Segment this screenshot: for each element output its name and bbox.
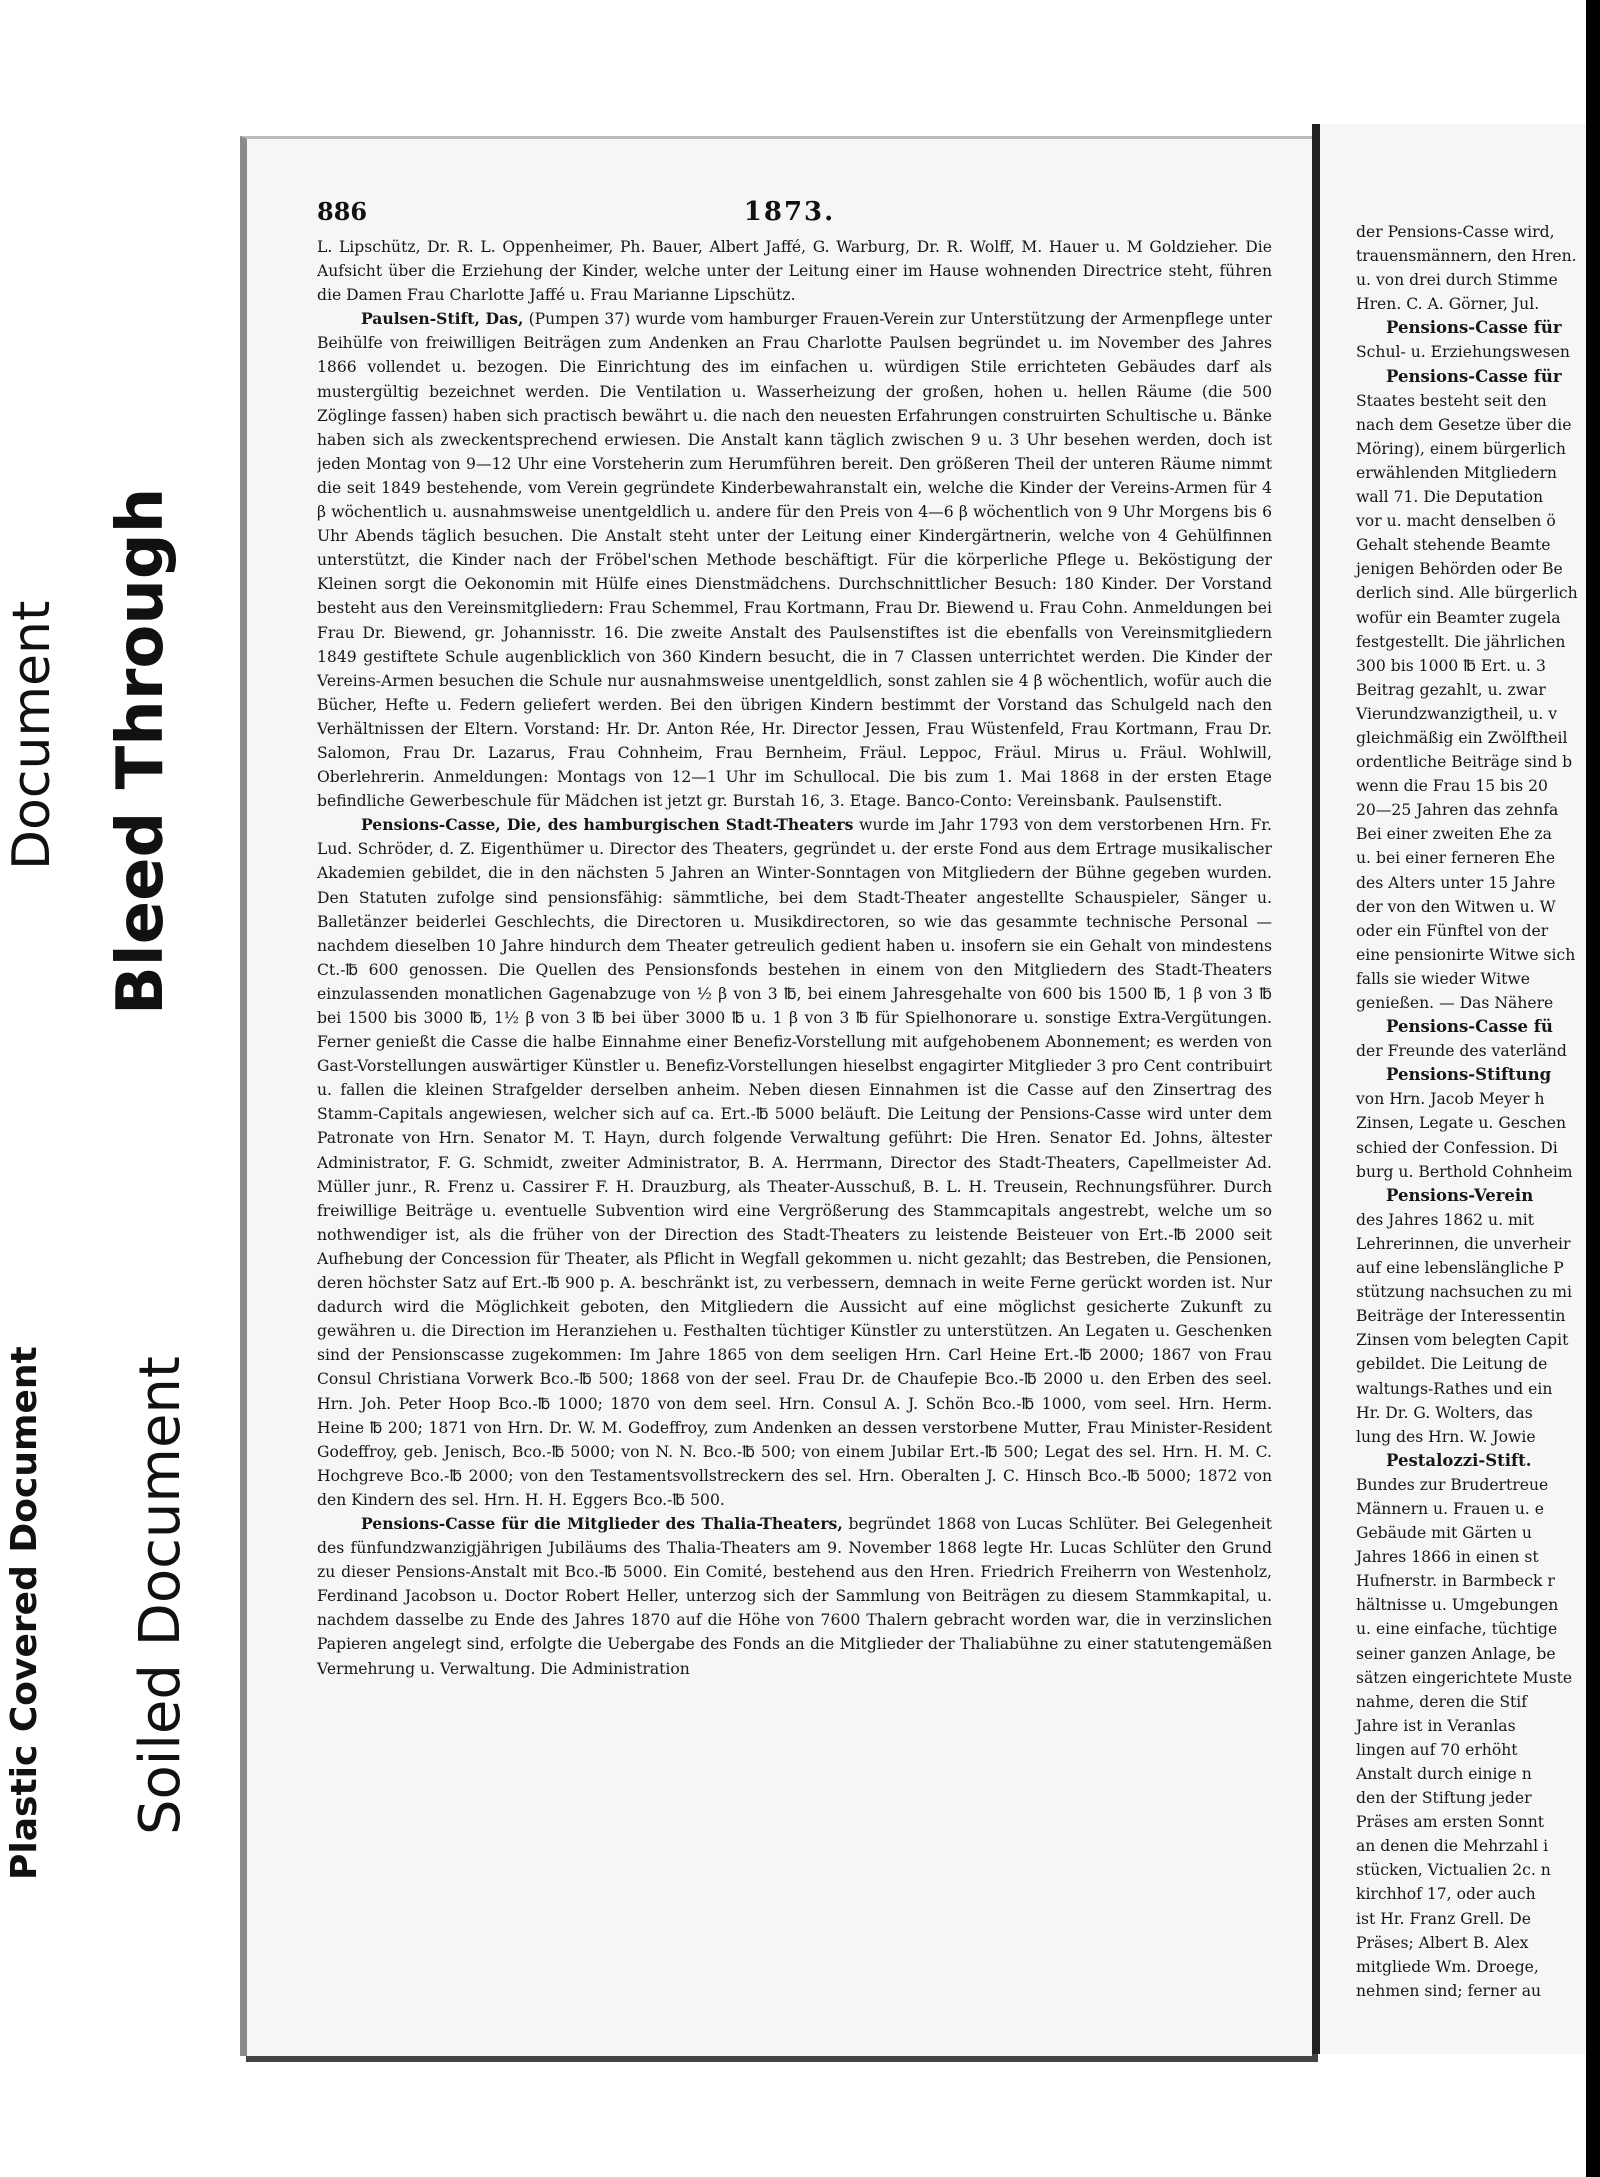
adjacent-page-line: ordentliche Beiträge sind b: [1356, 753, 1573, 772]
adjacent-page-line: wenn die Frau 15 bis 20: [1356, 777, 1548, 796]
adjacent-page-line: Schul- u. Erziehungswesen: [1356, 343, 1570, 362]
adjacent-page-line: des Jahres 1862 u. mit: [1356, 1210, 1535, 1229]
adjacent-page-line: nehmen sind; ferner au: [1356, 1981, 1542, 2000]
adjacent-page-line: den der Stiftung jeder: [1356, 1789, 1532, 1808]
adjacent-page-line: Hren. C. A. Görner, Jul.: [1356, 295, 1540, 314]
adjacent-page-line: erwählenden Mitgliedern: [1356, 463, 1557, 482]
entry-heading: Paulsen-Stift, Das,: [361, 309, 524, 329]
page-year: 1873.: [743, 197, 836, 227]
paragraph: [317, 1512, 1272, 1681]
adjacent-page-line: Zinsen, Legate u. Geschen: [1356, 1114, 1567, 1133]
adjacent-page-line: lung des Hrn. W. Jowie: [1356, 1427, 1536, 1446]
adjacent-page-line: vor u. macht denselben ö: [1356, 512, 1556, 531]
adjacent-page-line: stützung nachsuchen zu mi: [1356, 1283, 1572, 1302]
label-plastic-covered: Plastic Covered Document: [4, 1346, 45, 1880]
adjacent-page-line: falls sie wieder Witwe: [1356, 969, 1530, 988]
adjacent-page-line: hältnisse u. Umgebungen: [1356, 1596, 1559, 1615]
adjacent-page-line: Jahre ist in Veranlas: [1356, 1716, 1516, 1735]
adjacent-page-line: Vierundzwanzigtheil, u. v: [1356, 704, 1558, 723]
overlay-labels: [0, 0, 240, 2177]
adjacent-page-line: von Hrn. Jacob Meyer h: [1356, 1090, 1545, 1109]
adjacent-page-line: Anstalt durch einige n: [1356, 1765, 1532, 1783]
adjacent-page-line: Pensions-Verein: [1386, 1185, 1534, 1205]
adjacent-page-line: der Freunde des vaterländ: [1356, 1042, 1567, 1061]
adjacent-page-line: Zinsen vom belegten Capit: [1356, 1331, 1569, 1350]
adjacent-page-line: Möring), einem bürgerlich: [1356, 439, 1566, 458]
label-document: Document: [2, 600, 62, 870]
adjacent-page-line: Pensions-Casse für: [1386, 318, 1562, 338]
adjacent-page-line: jenigen Behörden oder Be: [1356, 560, 1563, 579]
adjacent-page-line: wofür ein Beamter zugela: [1356, 608, 1561, 627]
paragraph-text: L. Lipschütz, Dr. R. L. Oppenheimer, Ph. Bauer, Albert Jaffé, G. Warburg, Dr. R. Wolff, M. Hauer u. M Goldzieher. Die Aufsicht über die Erziehung der Kinder, welche unter der Leitung einer im Hause wohnenden Directrice steht, führen die Damen Frau Charlotte Jaffé u. Frau Marianne Lipschütz.: [317, 238, 1272, 305]
paragraph: [317, 235, 1272, 307]
label-soiled: Soiled Document: [128, 1356, 193, 1835]
adjacent-page-line: derlich sind. Alle bürgerlich: [1356, 584, 1578, 603]
entry-heading: Pensions-Casse, Die, des hamburgischen Stadt-Theaters: [361, 815, 854, 835]
adjacent-page-line: stücken, Victualien 2c. n: [1356, 1861, 1551, 1880]
adjacent-page-line: Staates besteht seit den: [1356, 391, 1547, 410]
adjacent-page-line: Bundes zur Brudertreue: [1356, 1475, 1549, 1494]
adjacent-page-line: schied der Confession. Di: [1356, 1138, 1558, 1157]
adjacent-page-line: oder ein Fünftel von der: [1356, 921, 1549, 940]
adjacent-page-line: Präses am ersten Sonnt: [1356, 1813, 1545, 1832]
label-bleed-through: Bleed Through: [104, 487, 178, 1015]
adjacent-page-line: gebildet. Die Leitung de: [1356, 1355, 1548, 1374]
adjacent-page-line: Präses; Albert B. Alex: [1356, 1933, 1529, 1952]
adjacent-page-line: Pensions-Casse für: [1386, 366, 1562, 386]
adjacent-page-line: gleichmäßig ein Zwölftheil: [1356, 728, 1568, 747]
adjacent-page-line: Hufnerstr. in Barmbeck r: [1356, 1572, 1555, 1591]
adjacent-page-line: Pestalozzi-Stift.: [1386, 1450, 1532, 1470]
adjacent-page-line: Bei einer zweiten Ehe za: [1356, 825, 1552, 844]
adjacent-page-line: Jahres 1866 in einen st: [1356, 1548, 1539, 1567]
paragraph-text: begründet 1868 von Lucas Schlüter. Bei Gelegenheit des fünfundzwanzigjährigen Jubiläums des Thalia-Theaters am 9. November 1868 legte Hr. Lucas Schlüter den Grund zu dieser Pensions-Anstalt mit Bco.-℔ 5000. Ein Comité, bestehend aus den Hren. Friedrich Freiherrn von Westenholz, Ferdinand Jacobson u. Doctor Robert Heller, unterzog sich der Sammlung von Beiträgen zu diesem Stammkapital, u. nachdem dasselbe zu Ende des Jahres 1870 auf die Höhe von 7600 Thalern gebracht worden war, die in verzinslichen Papieren angelegt sind, erfolgte die Uebergabe des Fonds an die Mitglieder der Thaliabühne zu einer statutengemäßen Vermehrung u. Verwaltung. Die Administration: [317, 1514, 1272, 1678]
adjacent-page-line: u. bei einer ferneren Ehe: [1356, 849, 1556, 868]
adjacent-page-line: eine pensionirte Witwe sich: [1356, 945, 1576, 964]
adjacent-page: [1312, 124, 1600, 2054]
adjacent-page-line: Gehalt stehende Beamte: [1356, 536, 1551, 555]
adjacent-page-line: 300 bis 1000 ℔ Ert. u. 3: [1356, 656, 1546, 675]
adjacent-page-line: nach dem Gesetze über die: [1356, 415, 1572, 434]
adjacent-page-line: festgestellt. Die jährlichen: [1356, 632, 1566, 651]
adjacent-page-line: u. eine einfache, tüchtige: [1356, 1620, 1558, 1639]
adjacent-page-line: burg u. Berthold Cohnheim: [1356, 1162, 1573, 1181]
scan-edge: [1586, 0, 1600, 2177]
adjacent-page-line: Beiträge der Interessentin: [1356, 1307, 1566, 1326]
adjacent-page-line: mitgliede Wm. Droege,: [1356, 1957, 1539, 1976]
adjacent-page-line: kirchhof 17, oder auch: [1356, 1885, 1536, 1904]
adjacent-page-line: des Alters unter 15 Jahre: [1356, 873, 1556, 892]
adjacent-page-line: an denen die Mehrzahl i: [1356, 1837, 1549, 1856]
adjacent-page-line: Gebäude mit Gärten u: [1356, 1524, 1532, 1543]
adjacent-page-line: Pensions-Casse fü: [1386, 1017, 1553, 1037]
adjacent-page-line: Pensions-Stiftung: [1386, 1065, 1552, 1085]
paragraph: [317, 307, 1272, 813]
adjacent-page-line: trauensmännern, den Hren.: [1356, 247, 1577, 266]
page-number: 886: [317, 197, 368, 226]
adjacent-page-line: auf eine lebenslängliche P: [1356, 1259, 1564, 1278]
page-header: [317, 197, 1262, 231]
adjacent-page-line: der Pensions-Casse wird,: [1356, 223, 1555, 241]
entry-heading: Pensions-Casse für die Mitglieder des Thalia-Theaters,: [361, 1513, 843, 1533]
adjacent-page-line: nahme, deren die Stif: [1356, 1692, 1528, 1711]
adjacent-page-line: Hr. Dr. G. Wolters, das: [1356, 1403, 1533, 1422]
adjacent-page-line: sätzen eingerichtete Muste: [1356, 1668, 1573, 1687]
adjacent-page-text: [1356, 220, 1600, 2003]
adjacent-page-line: Beitrag gezahlt, u. zwar: [1356, 680, 1546, 699]
adjacent-page-line: wall 71. Die Deputation: [1356, 488, 1544, 507]
paragraph: [317, 813, 1272, 1512]
paragraph-text: (Pumpen 37) wurde vom hamburger Frauen-Verein zur Unterstützung der Armenpflege unter Beihülfe von freiwilligen Beiträgen zum Andenken an Frau Charlotte Paulsen begründet u. im November des Jahres 1866 vollendet u. bezogen. Die Einrichtung des im einfachen u. würdigen Stile errichteten Gebäudes darf als mustergültig bezeichnet werden. Die Ventilation u. Wasserheizung der großen, hohen u. hellen Räume (die 500 Zöglinge fassen) haben sich practisch bewährt u. die nach den neuesten Erfahrungen construirten Schultische u. Bänke haben sich als zweckentsprechend erwiesen. Die Anstalt kann täglich zwischen 9 u. 3 Uhr besehen werden, doch ist jeden Montag von 9—12 Uhr eine Vorsteherin zum Herumführen bereit. Den größeren Theil der unteren Räume nimmt die seit 1849 bestehende, vom Verein gegründete Kinderbewahranstalt ein, welche die Kinder der Vereins-Armen für 4 β wöchentlich u. ausnahmsweise unentgeldlich u. andere für den Preis von 4—6 β wöchentlich von 9 Uhr Morgens bis 6 Uhr Abends täglich besuchen. Die Anstalt steht unter der Leitung einer Kindergärtnerin, welche von 4 Gehülfinnen unterstützt, die Kinder nach der Fröbel'schen Methode beschäftigt. Für die körperliche Pflege u. Beköstigung der Kleinen sorgt die Oekonomin mit Hülfe eines Dienstmädchens. Durchschnittlicher Besuch: 180 Kinder. Der Vorstand besteht aus den Vereinsmitgliedern: Frau Schemmel, Frau Kortmann, Frau Dr. Biewend u. Frau Cohn. Anmeldungen bei Frau Dr. Biewend, gr. Johannisstr. 16. Die zweite Anstalt des Paulsenstiftes ist die ebenfalls von Vereinsmitgliedern 1849 gestiftete Schule augenblicklich von 360 Kindern besucht, die in 7 Classen unterrichtet werden. Die Kinder der Vereins-Armen besuchen die Schule nur ausnahmsweise unentgeldlich, sonst zahlen sie 4 β wöchentlich, wofür auch die Bücher, Hefte u. Federn geliefert werden. Bei den übrigen Kindern bestimmt der Vorstand das Schulgeld nach den Verhältnissen der Eltern. Vorstand: Hr. Dr. Anton Rée, Hr. Director Jessen, Frau Wüstenfeld, Frau Kortmann, Frau Dr. Salomon, Frau Dr. Lazarus, Frau Cohnheim, Frau Bernheim, Fräul. Leppoc, Fräul. Mirus u. Fräul. Wohlwill, Oberlehrerin. Anmeldungen: Montags von 12—1 Uhr im Schullocal. Die bis zum 1. Mai 1868 in der ersten Etage befindliche Gewerbeschule für Mädchen ist jetzt gr. Burstah 16, 3. Etage. Banco-Conto: Vereinsbank. Paulsenstift.: [317, 310, 1272, 811]
adjacent-page-line: lingen auf 70 erhöht: [1356, 1740, 1518, 1759]
paragraph-text: wurde im Jahr 1793 von dem verstorbenen Hrn. Fr. Lud. Schröder, d. Z. Eigenthümer u. Director des Theaters, gegründet u. der erste Fond aus dem Ertrage musikalischer Akademien gebildet, die in den nächsten 5 Jahren an Winter-Sonntagen von Mitgliedern der Bühne gegeben wurden. Den Statuten zufolge sind pensionsfähig: sämmtliche, bei dem Stadt-Theater angestellte Schauspieler, Sänger u. Balletänzer beiderlei Geschlechts, die Directoren u. Musikdirectoren, so wie das gesammte technische Personal — nachdem dieselben 10 Jahre hindurch dem Theater getreulich gedient haben u. insofern sie ein Gehalt von mindestens Ct.-℔ 600 genossen. Die Quellen des Pensionsfonds bestehen in einem von den Mitgliedern des Stadt-Theaters einzulassenden monatlichen Gagenabzuge von ½ β von 3 ℔, bei einem Jahresgehalte von 600 bis 1500 ℔, 1 β von 3 ℔ bei 1500 bis 3000 ℔, 1½ β von 3 ℔ bei über 3000 ℔ u. 1 β von 3 ℔ für Spielhonorare u. sonstige Extra-Vergütungen. Ferner genießt die Casse die halbe Einnahme einer Benefiz-Vorstellung mit aufgehobenem Abonnement; es werden von Gast-Vorstellungen auswärtiger Künstler u. Benefiz-Vorstellungen hieselbst engagirter Mitglieder 3 pro Cent contribuirt u. fallen die kleinen Strafgelder derselben anheim. Neben diesen Einnahmen ist die Casse auf den Zinsertrag des Stamm-Capitals angewiesen, welcher sich auf ca. Ert.-℔ 5000 beläuft. Die Leitung der Pensions-Casse wird unter dem Patronate von Hrn. Senator M. T. Hayn, durch folgende Verwaltung geführt: Die Hren. Senator Ed. Johns, ältester Administrator, F. G. Schmidt, zweiter Administrator, B. A. Herrmann, Director des Stadt-Theaters, Capellmeister Ad. Müller junr., R. Frenz u. Cassirer F. H. Drauzburg, als Theater-Ausschuß, B. L. H. Treusein, Rechnungsführer. Durch freiwillige Beiträge u. eventuelle Subvention wird eine Vergrößerung des Stammcapitals angestrebt, welche um so nothwendiger ist, als die früher von der Direction des Stadt-Theaters zu leistende Beisteuer von Ert.-℔ 2000 seit Aufhebung der Concession für Theater, als Pflicht in Wegfall gekommen u. nicht gezahlt; das Bestreben, die Pensionen, deren höchster Satz auf Ert.-℔ 900 p. A. beschränkt ist, zu verbessern, demnach in weite Ferne gerückt worden ist. Nur dadurch wird die Möglichkeit geboten, den Mitgliedern die Aussicht auf eine möglichst gesicherte Zukunft zu gewähren u. die Direction im Heranziehen u. Festhalten tüchtiger Künstler zu unterstützen. An Legaten u. Geschenken sind der Pensionscasse zugekommen: Im Jahre 1865 von dem seeligen Hrn. Carl Heine Ert.-℔ 2000; 1867 von Frau Consul Christiana Vorwerk Bco.-℔ 500; 1868 von der seel. Frau Dr. de Chaufepie Bco.-℔ 2000 u. den Erben des seel. Hrn. Joh. Peter Hoop Bco.-℔ 1000; 1870 von dem seel. Hrn. Consul A. J. Schön Bco.-℔ 1000, vom seel. Hrn. Herm. Heine ℔ 200; 1871 von Hrn. Dr. W. M. Godeffroy, zum Andenken an dessen verstorbene Mutter, Frau Minister-Resident Godeffroy, geb. Jenisch, Bco.-℔ 5000; von N. N. Bco.-℔ 500; von einem Jubilar Ert.-℔ 500; Legat des sel. Hrn. H. M. C. Hochgreve Bco.-℔ 2000; von den Testamentsvollstreckern des sel. Hrn. Oberalten J. C. Hinsch Bco.-℔ 5000; 1872 von den Kindern des sel. Hrn. H. H. Eggers Bco.-℔ 500.: [317, 816, 1272, 1509]
adjacent-page-line: Männern u. Frauen u. e: [1356, 1499, 1545, 1518]
adjacent-page-line: Lehrerinnen, die unverheir: [1356, 1234, 1571, 1253]
adjacent-page-line: genießen. — Das Nähere: [1356, 994, 1554, 1012]
adjacent-page-line: u. von drei durch Stimme: [1356, 271, 1558, 290]
adjacent-page-line: waltungs-Rathes und ein: [1356, 1379, 1553, 1398]
adjacent-page-line: der von den Witwen u. W: [1356, 897, 1556, 916]
adjacent-page-line: 20—25 Jahren das zehnfa: [1356, 801, 1559, 820]
page-body: [317, 235, 1272, 2025]
adjacent-page-line: ist Hr. Franz Grell. De: [1356, 1909, 1532, 1928]
adjacent-page-line: seiner ganzen Anlage, be: [1356, 1644, 1556, 1663]
scanned-page: [240, 136, 1312, 2056]
